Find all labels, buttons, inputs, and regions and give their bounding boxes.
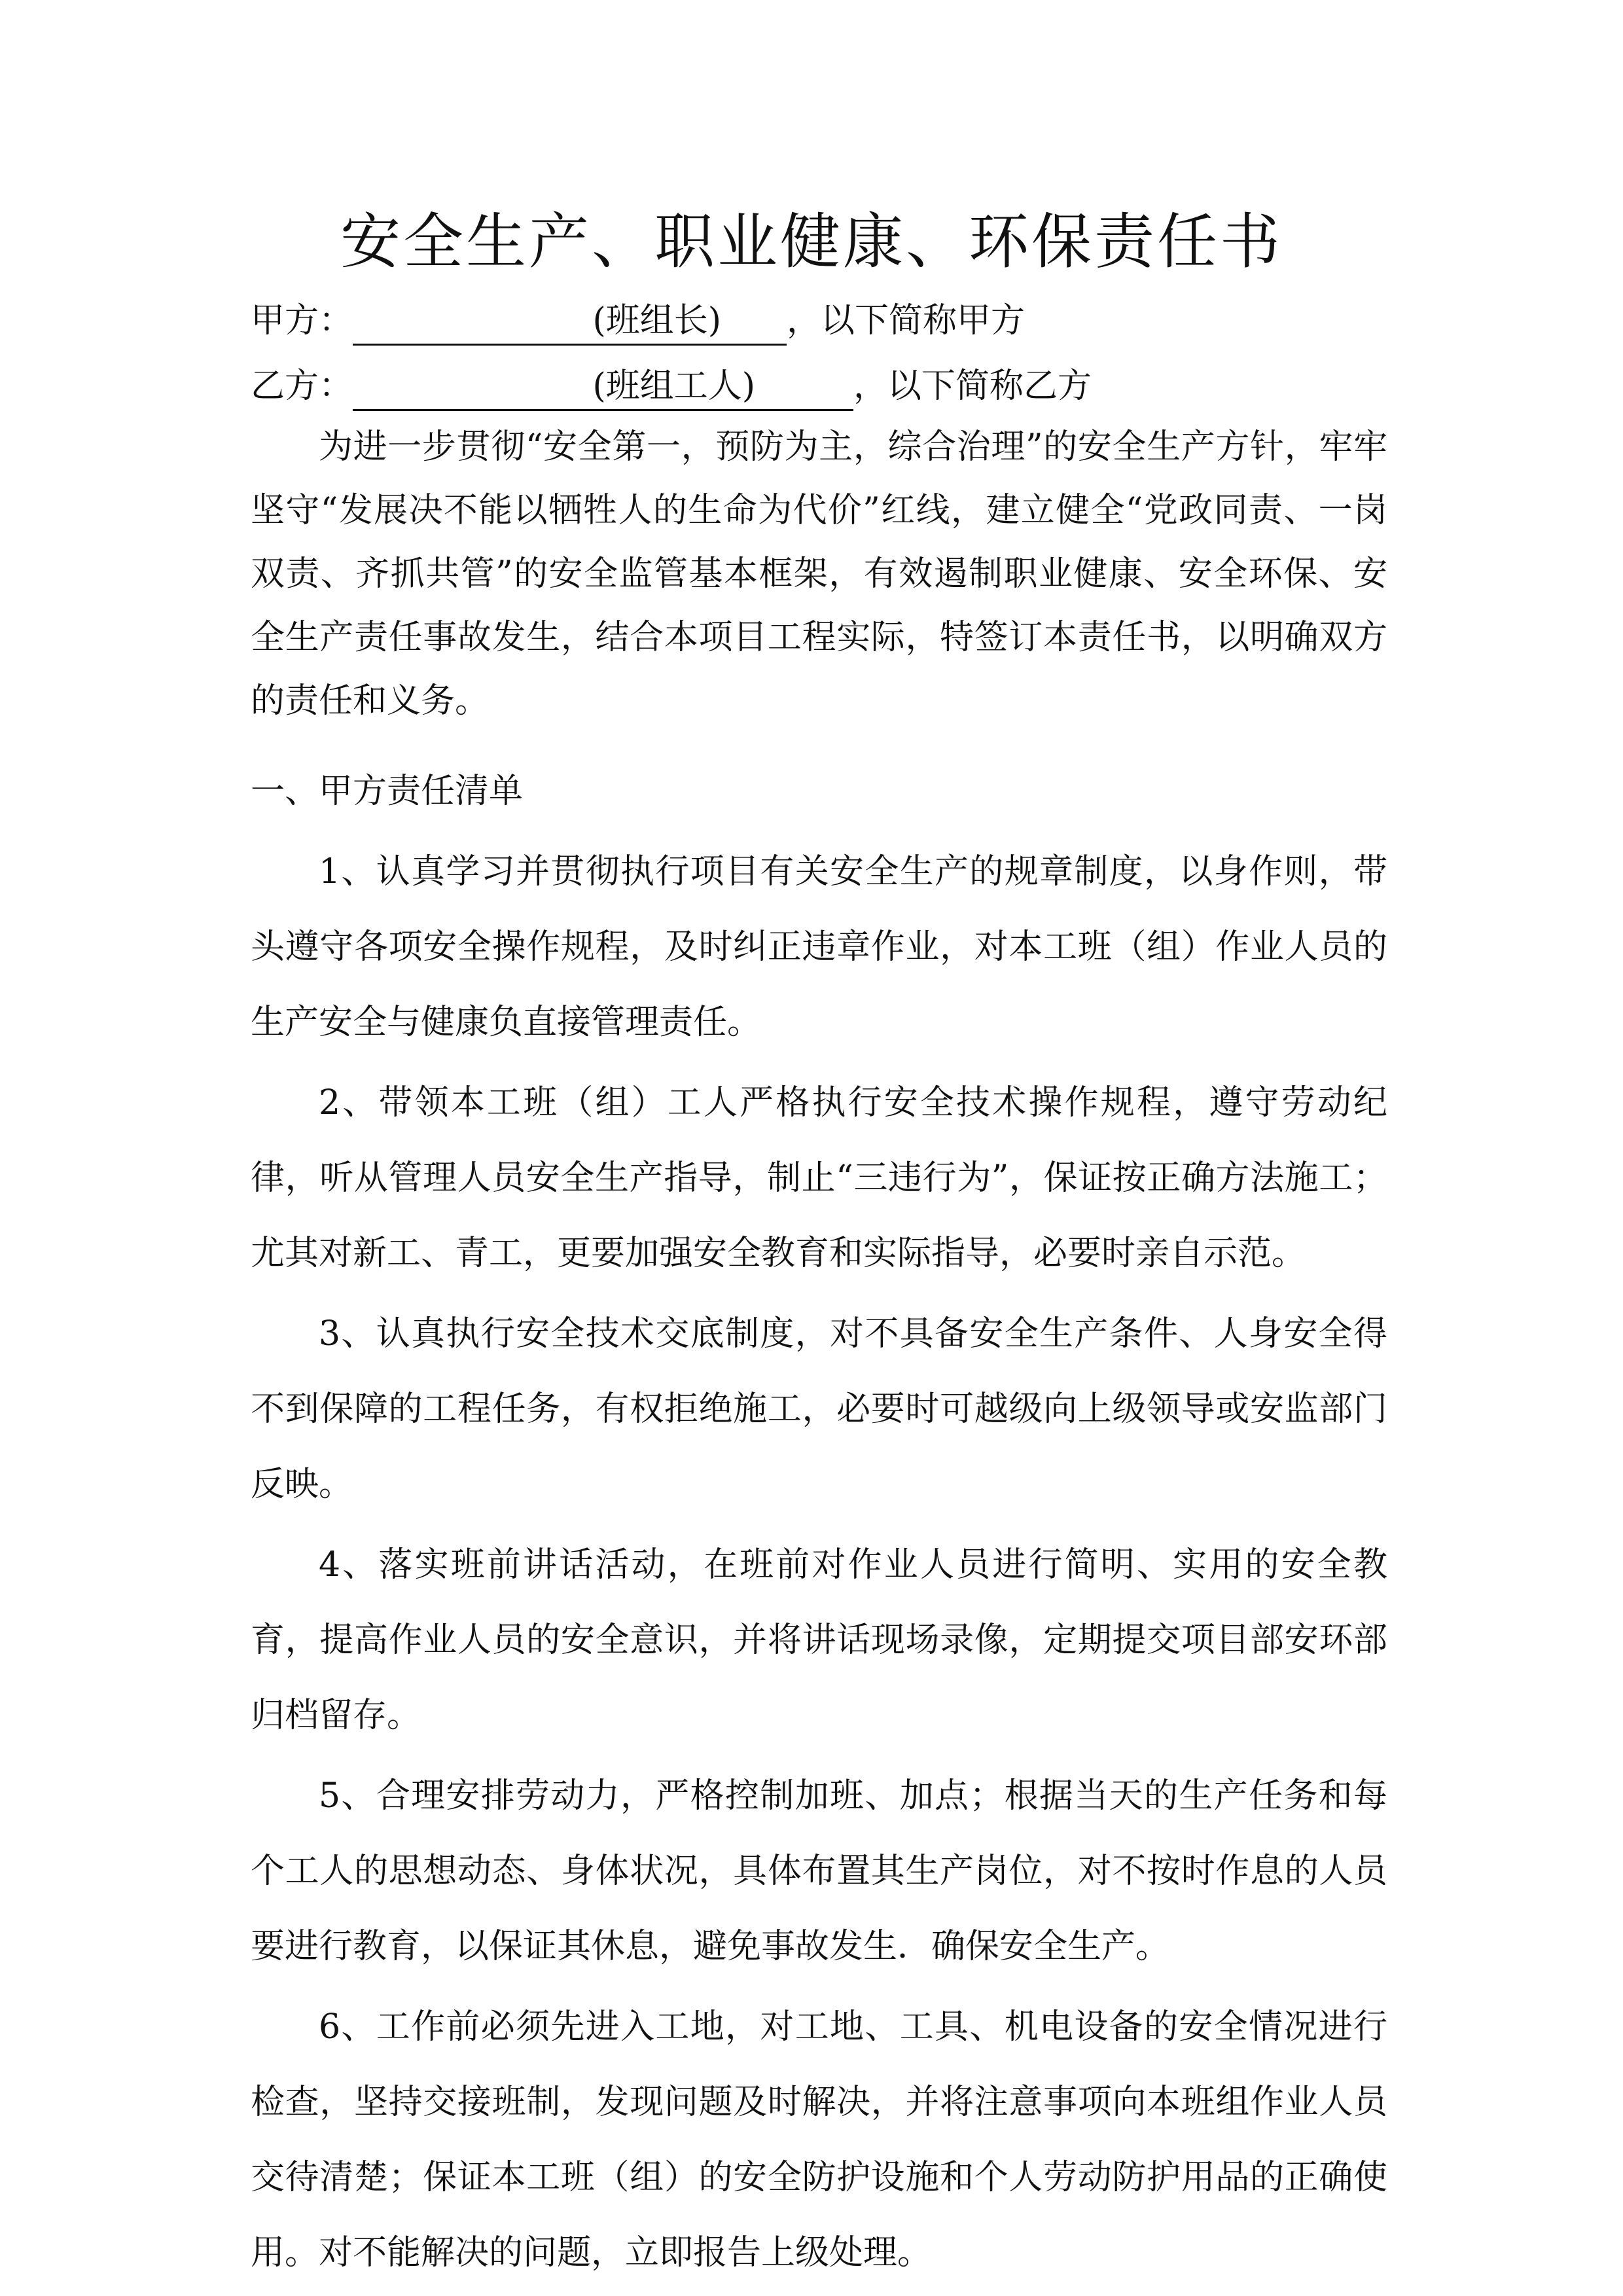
party-a-blank[interactable]	[353, 298, 787, 346]
intro-paragraph: 为进一步贯彻“安全第一，预防为主，综合治理”的安全生产方针，牢牢坚守“发展决不能以牺牲人的生命为代价”红线，建立健全“党政同责、一岗双责、齐抓共管”的安全监管基本框架，有效遏制职业健康、安全环保、安全生产责任事故发生，结合本项目工程实际，特签订本责任书，以明确双方的责任和义务。	[251, 427, 1387, 721]
party-b-line	[251, 363, 1092, 411]
party-a-suffix: ，以下简称甲方	[787, 301, 1026, 340]
party-a-line	[251, 298, 1025, 346]
document-title: 安全生产、职业健康、环保责任书	[340, 207, 1283, 277]
list-item: 6、工作前必须先进入工地，对工地、工具、机电设备的安全情况进行检查，坚持交接班制，发现问题及时解决，并将注意事项向本班组作业人员交待清楚；保证本工班（组）的安全防护设施和个人劳动防护用品的正确使用。对不能解决的问题，立即报告上级处理。	[251, 2007, 1387, 2272]
list-item: 4、落实班前讲话活动，在班前对作业人员进行简明、实用的安全教育，提高作业人员的安全意识，并将讲话现场录像，定期提交项目部安环部归档留存。	[251, 1545, 1387, 1735]
list-item: 1、认真学习并贯彻执行项目有关安全生产的规章制度，以身作则，带头遵守各项安全操作规程，及时纠正违章作业，对本工班（组）作业人员的生产安全与健康负直接管理责任。	[251, 852, 1387, 1042]
party-a-label: 甲方：	[251, 301, 353, 340]
section-heading: 一、甲方责任清单	[251, 772, 524, 811]
document-body	[251, 416, 1387, 2291]
party-a-role: (班组长)	[592, 301, 722, 340]
party-b-role: (班组工人)	[592, 367, 756, 406]
party-b-suffix: ，以下简称乙方	[853, 367, 1092, 406]
party-b-label: 乙方：	[251, 367, 353, 406]
list-item: 3、认真执行安全技术交底制度，对不具备安全生产条件、人身安全得不到保障的工程任务，有权拒绝施工，必要时可越级向上级领导或安监部门反映。	[251, 1314, 1387, 1504]
list-item: 5、合理安排劳动力，严格控制加班、加点；根据当天的生产任务和每个工人的思想动态、身体状况，具体布置其生产岗位，对不按时作息的人员要进行教育，以保证其休息，避免事故发生．确保安全生产。	[251, 1776, 1387, 1966]
party-b-blank[interactable]	[353, 363, 853, 411]
list-item: 2、带领本工班（组）工人严格执行安全技术操作规程，遵守劳动纪律，听从管理人员安全生产指导，制止“三违行为”，保证按正确方法施工；尤其对新工、青工，更要加强安全教育和实际指导，必要时亲自示范。	[251, 1083, 1387, 1273]
